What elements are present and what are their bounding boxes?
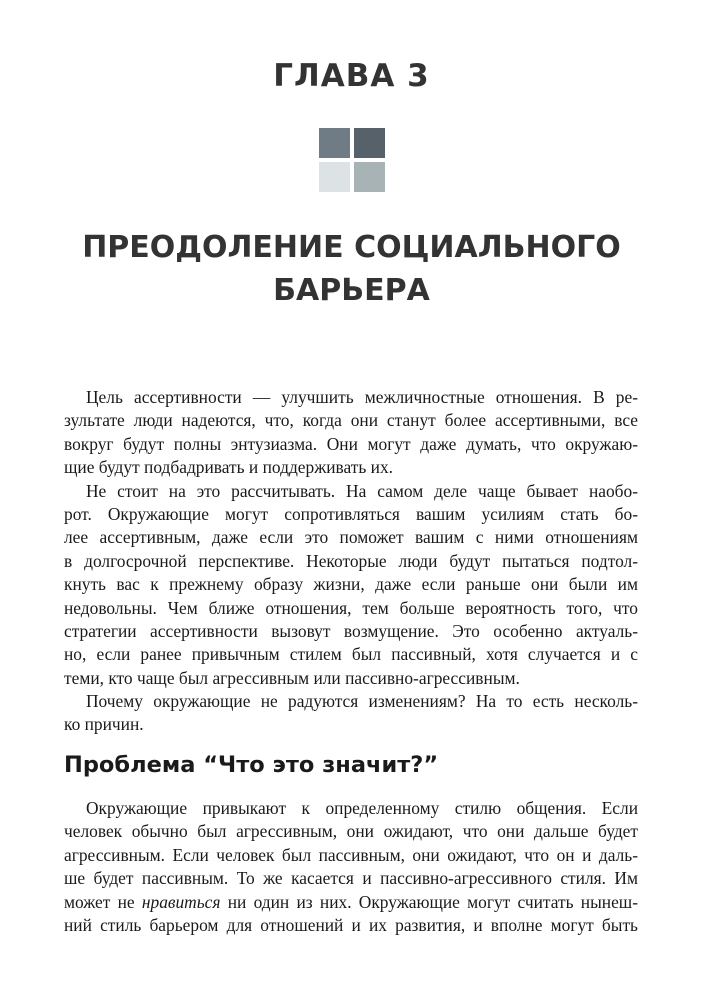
text-line: ше будет пассивным. То же касается и пассивно-агрессивного стиля. Им xyxy=(64,868,638,889)
text-line: Цель ассертивности — улучшить межличностные отношения. В ре- xyxy=(86,387,638,407)
text-line: вокруг будут полны энтузиазма. Они могут даже думать, что окружаю- xyxy=(64,433,638,454)
square-top-right xyxy=(354,128,385,158)
section-paragraph xyxy=(64,797,638,937)
text-run: ни один из них. Окружающие могут считать нынеш- xyxy=(220,891,638,912)
text-line: лее ассертивным, даже если это поможет вашим с ними отношениям xyxy=(64,527,638,548)
text-line: стратегии ассертивности вызовут возмущение. Это особенно актуаль- xyxy=(64,620,638,641)
chapter-number: ГЛАВА 3 xyxy=(273,58,430,94)
text-line: человек обычно был агрессивным, они ожидают, что они дальше будет xyxy=(64,821,638,842)
chapter-title-line: БАРЬЕРА xyxy=(273,273,430,308)
text-line xyxy=(64,891,638,914)
text-line: Почему окружающие не радуются изменениям? На то есть несколь- xyxy=(86,691,638,712)
square-top-left xyxy=(319,128,350,158)
text-line: ко причин. xyxy=(64,714,144,735)
intro-paragraphs xyxy=(64,386,638,737)
text-line: в долгосрочной перспективе. Некоторые люди будут пытаться подтол- xyxy=(64,550,638,571)
chapter-squares-icon xyxy=(319,128,385,192)
emphasis-word: нравиться xyxy=(141,891,221,912)
text-line: зультате люди надеются, что, когда они станут более ассертивными, все xyxy=(64,410,638,431)
text-line: ний стиль барьером для отношений и их развития, и вполне могут быть xyxy=(64,914,638,935)
text-line: но, если ранее привычным стилем был пассивный, хотя случается и с xyxy=(64,644,638,665)
square-bottom-right xyxy=(354,162,385,192)
text-line: агрессивным. Если человек был пассивным, они ожидают, что он и даль- xyxy=(64,844,638,865)
section-heading: Проблема “Что это значит?” xyxy=(64,752,439,778)
text-line: Не стоит на это рассчитывать. На самом деле чаще бывает наобо- xyxy=(86,480,638,501)
text-line: рот. Окружающие могут сопротивляться вашим усилиям стать бо- xyxy=(64,503,638,524)
chapter-title xyxy=(0,226,703,312)
square-bottom-left xyxy=(319,162,350,192)
text-run: может не xyxy=(64,891,142,912)
text-line: недовольны. Чем ближе отношения, тем больше вероятность того, что xyxy=(64,597,638,618)
text-line: теми, кто чаще был агрессивным или пассивно-агрессивным. xyxy=(64,667,520,688)
text-line: кнуть вас к прежнему образу жизни, даже если раньше они были им xyxy=(64,574,638,595)
text-line: Окружающие привыкают к определенному стилю общения. Если xyxy=(86,798,638,818)
chapter-title-line: ПРЕОДОЛЕНИЕ СОЦИАЛЬНОГО xyxy=(82,230,621,265)
text-line: щие будут подбадривать и поддерживать их. xyxy=(64,457,394,478)
